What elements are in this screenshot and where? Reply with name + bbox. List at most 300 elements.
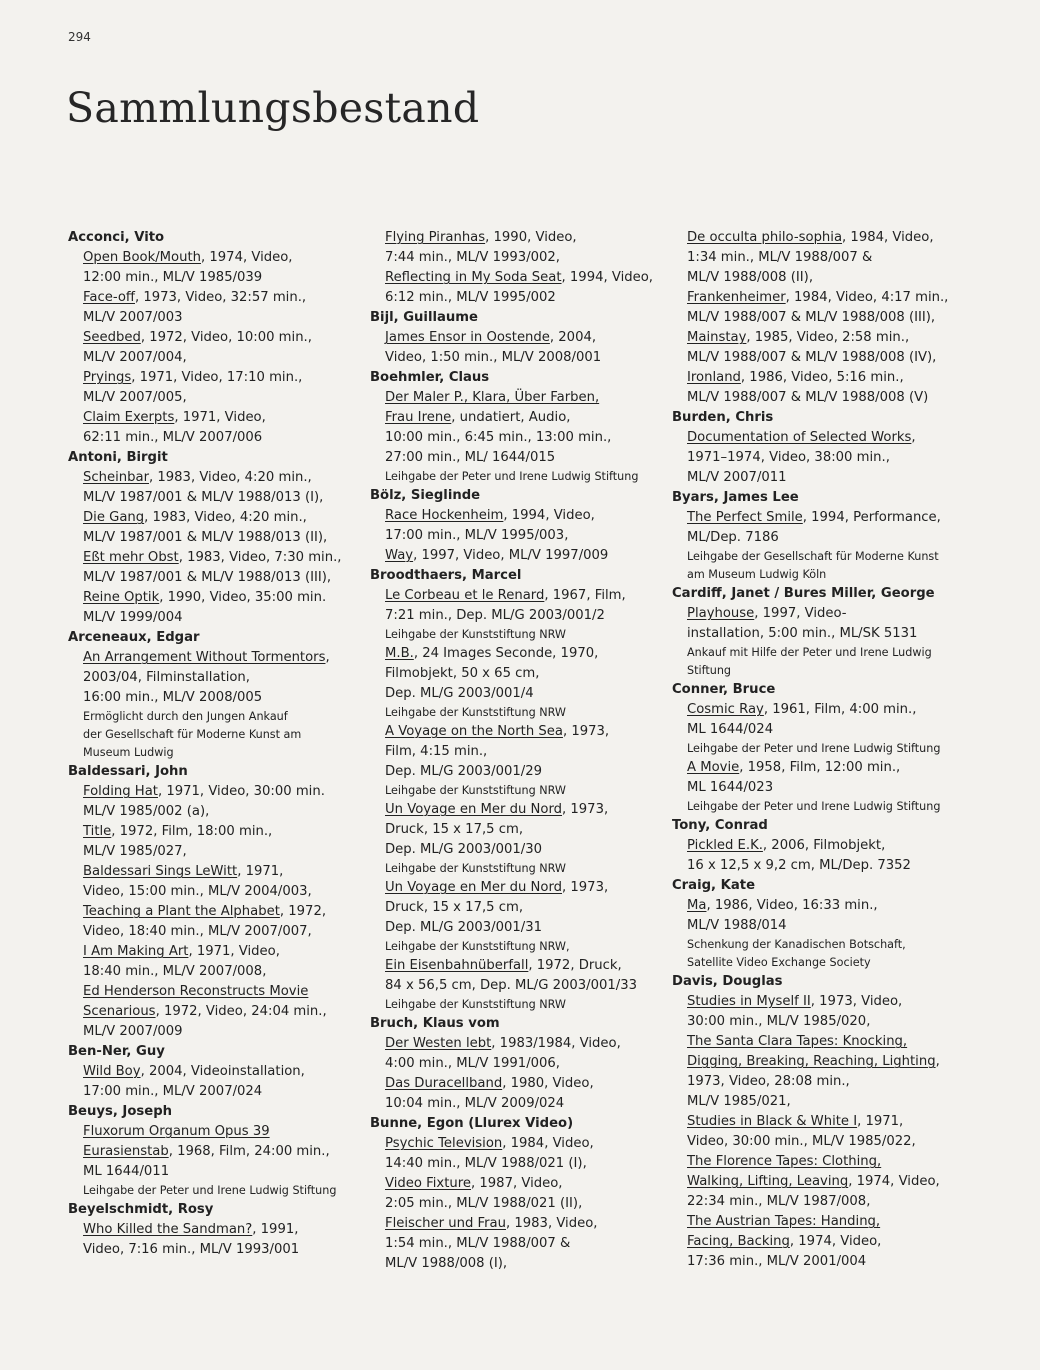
work-entry: [68, 348, 358, 368]
work-title: Le Corbeau et le Renard: [385, 588, 545, 603]
work-title: Playhouse: [687, 606, 755, 621]
work-details: , 1987, Video,: [471, 1176, 563, 1191]
work-title: Reflecting in My Soda Seat: [385, 270, 562, 285]
work-details: , 1980, Video,: [502, 1076, 594, 1091]
work-details: 16 x 12,5 x 9,2 cm, ML/Dep. 7352: [687, 858, 911, 873]
work-title: Un Voyage en Mer du Nord: [385, 880, 563, 895]
work-entry: [370, 742, 665, 762]
work-entry: [68, 802, 358, 822]
work-entry: [672, 1132, 972, 1152]
work-entry: [68, 288, 358, 308]
work-details: 14:40 min., ML/V 1988/021 (I),: [385, 1156, 587, 1171]
work-entry: [68, 1082, 358, 1102]
work-title: Eurasienstab: [83, 1144, 169, 1159]
work-details: , 1958, Film, 12:00 min.,: [739, 760, 901, 775]
work-details: ML/V 1985/021,: [687, 1094, 791, 1109]
work-entry: [672, 1192, 972, 1212]
work-details: , 1983/1984, Video,: [491, 1036, 621, 1051]
work-title: Wild Boy: [83, 1064, 141, 1079]
page-title: Sammlungsbestand: [66, 84, 480, 132]
work-entry: [370, 664, 665, 684]
work-entry: [370, 840, 665, 860]
work-entry: [370, 526, 665, 546]
artist-name: Bijl, Guillaume: [370, 310, 478, 325]
work-entry: [370, 762, 665, 782]
work-details: , 1984, Video,: [842, 230, 934, 245]
work-title: Das Duracellband: [385, 1076, 503, 1091]
work-details: , 1983, Video, 4:20 min.,: [144, 510, 307, 525]
work-details: 2003/04, Filminstallation,: [83, 670, 250, 685]
work-title: Way: [385, 548, 414, 563]
work-details: , 1971, Video, 30:00 min.: [157, 784, 325, 799]
work-details: installation, 5:00 min., ML/SK 5131: [687, 626, 918, 641]
work-entry: [68, 548, 358, 568]
work-entry: [370, 248, 665, 268]
work-details: ML/V 1985/027,: [83, 844, 187, 859]
work-details: 10:00 min., 6:45 min., 13:00 min.,: [385, 430, 612, 445]
provenance-note: Leihgabe der Peter und Irene Ludwig Stiftung: [687, 742, 941, 755]
provenance-note: Leihgabe der Kunststiftung NRW: [385, 706, 566, 719]
work-title: A Voyage on the North Sea: [385, 724, 563, 739]
work-details: ML/V 1988/014: [687, 918, 787, 933]
work-details: ML/V 2007/011: [687, 470, 787, 485]
work-details: Filmobjekt, 50 x 65 cm,: [385, 666, 540, 681]
work-title: Studies in Black & White I: [687, 1114, 858, 1129]
work-entry: [672, 856, 972, 876]
work-title: Pryings: [83, 370, 132, 385]
work-entry: [672, 916, 972, 936]
work-entry: [68, 1122, 358, 1142]
work-entry: [672, 508, 972, 528]
work-entry: [370, 1154, 665, 1174]
artist-name: Bölz, Sieglinde: [370, 488, 481, 503]
work-entry: [672, 288, 972, 308]
work-title: Video Fixture: [385, 1176, 472, 1191]
work-details: , 1974, Video,: [201, 250, 293, 265]
work-details: , 1997, Video-: [754, 606, 847, 621]
provenance-note: Leihgabe der Peter und Irene Ludwig Stiftung: [83, 1184, 337, 1197]
work-entry: [672, 1032, 972, 1052]
work-details: , 1972,: [279, 904, 327, 919]
work-title: Teaching a Plant the Alphabet: [83, 904, 280, 919]
work-details: 2:05 min., ML/V 1988/021 (II),: [385, 1196, 583, 1211]
work-details: , 1973, Video,: [810, 994, 903, 1009]
work-entry: [672, 1072, 972, 1092]
work-entry: [68, 922, 358, 942]
work-entry: [68, 962, 358, 982]
provenance-note: Schenkung der Kanadischen Botschaft,: [687, 938, 906, 951]
work-details: ML 1644/024: [687, 722, 774, 737]
work-entry: [370, 956, 665, 976]
artist-name: Ben-Ner, Guy: [68, 1044, 165, 1059]
provenance-note: Leihgabe der Kunststiftung NRW,: [385, 940, 570, 953]
artist-name: Acconci, Vito: [68, 230, 165, 245]
work-details: , 1973,: [562, 724, 610, 739]
work-entry: [672, 448, 972, 468]
work-entry: [672, 778, 972, 798]
work-entry: [68, 982, 358, 1002]
work-title: Flying Piranhas: [385, 230, 486, 245]
work-entry: [370, 1174, 665, 1194]
work-entry: [672, 348, 972, 368]
work-details: , 1971,: [237, 864, 284, 879]
work-details: 18:40 min., ML/V 2007/008,: [83, 964, 267, 979]
work-title: Facing, Backing: [687, 1234, 790, 1249]
work-details: ML 1644/011: [83, 1164, 170, 1179]
work-details: , 1983, Video, 7:30 min.,: [178, 550, 342, 565]
provenance-note: Leihgabe der Peter und Irene Ludwig Stiftung: [385, 470, 639, 483]
work-details: ML/V 1988/007 & ML/V 1988/008 (V): [687, 390, 929, 405]
work-entry: [672, 720, 972, 740]
work-entry: [68, 782, 358, 802]
work-details: Dep. ML/G 2003/001/29: [385, 764, 543, 779]
work-entry: [68, 248, 358, 268]
work-entry: [68, 1002, 358, 1022]
work-details: ML/Dep. 7186: [687, 530, 779, 545]
work-entry: [672, 228, 972, 248]
work-entry: [672, 248, 972, 268]
artist-name: Broodthaers, Marcel: [370, 568, 522, 583]
artist-name: Bruch, Klaus vom: [370, 1016, 500, 1031]
artist-name: Beuys, Joseph: [68, 1104, 173, 1119]
provenance-note: Leihgabe der Kunststiftung NRW: [385, 628, 566, 641]
work-details: Video, 1:50 min., ML/V 2008/001: [385, 350, 602, 365]
work-title: Un Voyage en Mer du Nord: [385, 802, 563, 817]
work-entry: [68, 568, 358, 588]
work-details: Video, 15:00 min., ML/V 2004/003,: [83, 884, 312, 899]
work-entry: [370, 1194, 665, 1214]
work-entry: [370, 1254, 665, 1274]
work-details: , 1991,: [252, 1222, 299, 1237]
work-title: Walking, Lifting, Leaving: [687, 1174, 849, 1189]
work-entry: [68, 1062, 358, 1082]
work-title: Psychic Television: [385, 1136, 503, 1151]
work-entry: [672, 992, 972, 1012]
work-title: Title: [83, 824, 112, 839]
work-details: ML/V 1988/008 (II),: [687, 270, 814, 285]
work-entry: [672, 1152, 972, 1172]
work-details: ML/V 1987/001 & ML/V 1988/013 (I),: [83, 490, 324, 505]
column-3: [672, 228, 972, 1272]
work-title: Seedbed: [83, 330, 141, 345]
work-entry: [672, 1052, 972, 1072]
work-details: , 1971, Video,: [174, 410, 266, 425]
work-details: 62:11 min., ML/V 2007/006: [83, 430, 263, 445]
work-title: Cosmic Ray: [687, 702, 764, 717]
work-entry: [68, 1240, 358, 1260]
work-entry: [370, 586, 665, 606]
work-entry: [672, 368, 972, 388]
work-entry: [68, 588, 358, 608]
work-entry: [68, 428, 358, 448]
work-entry: [672, 468, 972, 488]
provenance-note: Leihgabe der Kunststiftung NRW: [385, 862, 566, 875]
work-entry: [672, 308, 972, 328]
work-details: Dep. ML/G 2003/001/4: [385, 686, 534, 701]
page-number: 294: [68, 30, 91, 44]
work-details: ,: [911, 430, 916, 445]
work-entry: [370, 644, 665, 664]
work-entry: [370, 228, 665, 248]
work-title: The Florence Tapes: Clothing,: [687, 1154, 882, 1169]
work-details: , 1974, Video,: [848, 1174, 940, 1189]
work-entry: [68, 408, 358, 428]
work-title: Digging, Breaking, Reaching, Lighting: [687, 1054, 936, 1069]
work-details: ML/V 2007/004,: [83, 350, 187, 365]
work-entry: [370, 684, 665, 704]
work-entry: [672, 758, 972, 778]
work-details: , undatiert, Audio,: [451, 410, 571, 425]
work-entry: [68, 942, 358, 962]
work-title: Mainstay: [687, 330, 747, 345]
work-details: , 1984, Video, 4:17 min.,: [785, 290, 949, 305]
work-details: , 1986, Video, 5:16 min.,: [740, 370, 904, 385]
work-entry: [370, 546, 665, 566]
work-details: 7:21 min., Dep. ML/G 2003/001/2: [385, 608, 605, 623]
work-entry: [370, 1214, 665, 1234]
work-entry: [370, 1054, 665, 1074]
work-entry: [370, 448, 665, 468]
work-details: , 1983, Video, 4:20 min.,: [149, 470, 312, 485]
work-details: , 1973,: [562, 880, 609, 895]
work-entry: [68, 648, 358, 668]
work-details: , 1972, Film, 18:00 min.,: [111, 824, 273, 839]
work-details: 17:36 min., ML/V 2001/004: [687, 1254, 867, 1269]
work-entry: [370, 820, 665, 840]
work-entry: [672, 268, 972, 288]
column-1: [68, 228, 358, 1260]
work-entry: [370, 1034, 665, 1054]
work-details: Film, 4:15 min.,: [385, 744, 488, 759]
work-title: Race Hockenheim: [385, 508, 504, 523]
work-title: Who Killed the Sandman?: [83, 1222, 253, 1237]
work-entry: [672, 1112, 972, 1132]
work-entry: [370, 898, 665, 918]
work-entry: [672, 836, 972, 856]
work-entry: [68, 308, 358, 328]
work-details: , 1972, Druck,: [528, 958, 622, 973]
work-details: 30:00 min., ML/V 1985/020,: [687, 1014, 871, 1029]
work-details: ML/V 1988/007 & ML/V 1988/008 (IV),: [687, 350, 937, 365]
artist-name: Arceneaux, Edgar: [68, 630, 200, 645]
work-title: M.B.: [385, 646, 414, 661]
work-details: ML 1644/023: [687, 780, 774, 795]
work-details: 1:54 min., ML/V 1988/007 &: [385, 1236, 571, 1251]
work-title: The Perfect Smile: [687, 510, 803, 525]
work-title: Eßt mehr Obst: [83, 550, 179, 565]
provenance-note: Museum Ludwig: [83, 746, 174, 759]
work-title: Claim Exerpts: [83, 410, 175, 425]
work-details: , 2006, Filmobjekt,: [762, 838, 886, 853]
work-entry: [672, 1012, 972, 1032]
artist-name: Cardiff, Janet / Bures Miller, George: [672, 586, 935, 601]
work-entry: [370, 408, 665, 428]
work-details: , 1984, Video,: [502, 1136, 594, 1151]
provenance-note: Ermöglicht durch den Jungen Ankauf: [83, 710, 288, 723]
work-title: Documentation of Selected Works: [687, 430, 912, 445]
work-title: Ed Henderson Reconstructs Movie: [83, 984, 309, 999]
work-entry: [672, 1092, 972, 1112]
work-title: Ein Eisenbahnüberfall: [385, 958, 529, 973]
provenance-note: am Museum Ludwig Köln: [687, 568, 827, 581]
work-details: ML/V 2007/003: [83, 310, 183, 325]
work-details: , 1985, Video, 2:58 min.,: [746, 330, 910, 345]
work-entry: [68, 608, 358, 628]
artist-name: Tony, Conrad: [672, 818, 768, 833]
work-entry: [68, 368, 358, 388]
provenance-note: Leihgabe der Kunststiftung NRW: [385, 998, 566, 1011]
work-details: , 1994, Video,: [503, 508, 595, 523]
artist-name: Baldessari, John: [68, 764, 188, 779]
work-title: Scheinbar: [83, 470, 149, 485]
work-details: ML/V 1987/001 & ML/V 1988/013 (III),: [83, 570, 332, 585]
work-title: De occulta philo-sophia: [687, 230, 843, 245]
work-details: , 1968, Film, 24:00 min.,: [168, 1144, 330, 1159]
work-entry: [68, 1162, 358, 1182]
work-details: 4:00 min., ML/V 1991/006,: [385, 1056, 560, 1071]
work-title: Der Maler P., Klara, Über Farben,: [385, 390, 600, 405]
work-details: , 1994, Performance,: [802, 510, 941, 525]
work-details: , 1971,: [857, 1114, 904, 1129]
work-details: 1:34 min., ML/V 1988/007 &: [687, 250, 873, 265]
work-details: ML/V 1987/001 & ML/V 1988/013 (II),: [83, 530, 328, 545]
work-entry: [68, 488, 358, 508]
work-details: ML/V 2007/009: [83, 1024, 183, 1039]
work-details: , 1983, Video,: [506, 1216, 598, 1231]
work-details: , 1997, Video, ML/V 1997/009: [413, 548, 609, 563]
work-entry: [68, 822, 358, 842]
work-entry: [68, 688, 358, 708]
work-entry: [672, 328, 972, 348]
work-entry: [370, 1074, 665, 1094]
work-entry: [68, 468, 358, 488]
artist-name: Beyelschmidt, Rosy: [68, 1202, 214, 1217]
work-details: 84 x 56,5 cm, Dep. ML/G 2003/001/33: [385, 978, 638, 993]
work-entry: [68, 1220, 358, 1240]
work-entry: [672, 1212, 972, 1232]
work-entry: [68, 388, 358, 408]
work-title: Folding Hat: [83, 784, 158, 799]
work-details: , 1972, Video, 24:04 min.,: [155, 1004, 327, 1019]
provenance-note: Ankauf mit Hilfe der Peter und Irene Ludwig: [687, 646, 932, 659]
work-entry: [370, 388, 665, 408]
artist-name: Burden, Chris: [672, 410, 774, 425]
work-entry: [68, 882, 358, 902]
work-entry: [672, 1252, 972, 1272]
work-details: Video, 18:40 min., ML/V 2007/007,: [83, 924, 312, 939]
work-entry: [370, 268, 665, 288]
artist-name: Conner, Bruce: [672, 682, 776, 697]
work-entry: [370, 1094, 665, 1114]
work-title: James Ensor in Oostende: [385, 330, 550, 345]
work-details: ML/V 1999/004: [83, 610, 183, 625]
work-title: Fluxorum Organum Opus 39: [83, 1124, 270, 1139]
work-title: Ma: [687, 898, 707, 913]
artist-name: Bunne, Egon (Llurex Video): [370, 1116, 574, 1131]
provenance-note: Leihgabe der Kunststiftung NRW: [385, 784, 566, 797]
work-details: , 2004,: [549, 330, 597, 345]
work-entry: [68, 268, 358, 288]
work-details: , 1986, Video, 16:33 min.,: [706, 898, 878, 913]
work-entry: [370, 606, 665, 626]
work-details: , 1971, Video,: [188, 944, 280, 959]
work-details: , 2004, Videoinstallation,: [140, 1064, 305, 1079]
work-entry: [370, 800, 665, 820]
provenance-note: Leihgabe der Peter und Irene Ludwig Stiftung: [687, 800, 941, 813]
provenance-note: Leihgabe der Gesellschaft für Moderne Kunst: [687, 550, 939, 563]
work-title: Baldessari Sings LeWitt: [83, 864, 238, 879]
work-details: 7:44 min., ML/V 1993/002,: [385, 250, 560, 265]
work-details: , 1974, Video,: [789, 1234, 882, 1249]
work-entry: [672, 1172, 972, 1192]
work-entry: [68, 528, 358, 548]
work-details: , 1990, Video, 35:00 min.: [159, 590, 327, 605]
work-details: 1973, Video, 28:08 min.,: [687, 1074, 850, 1089]
work-title: Open Book/Mouth: [83, 250, 202, 265]
work-details: Druck, 15 x 17,5 cm,: [385, 900, 524, 915]
work-entry: [370, 1134, 665, 1154]
work-entry: [672, 528, 972, 548]
work-title: A Movie: [687, 760, 740, 775]
work-title: Die Gang: [83, 510, 145, 525]
work-details: , 1961, Film, 4:00 min.,: [763, 702, 917, 717]
work-title: The Austrian Tapes: Handing,: [687, 1214, 881, 1229]
provenance-note: Satellite Video Exchange Society: [687, 956, 871, 969]
work-entry: [672, 700, 972, 720]
work-details: Druck, 15 x 17,5 cm,: [385, 822, 524, 837]
work-details: 17:00 min., ML/V 1995/003,: [385, 528, 569, 543]
work-entry: [672, 896, 972, 916]
work-title: Ironland: [687, 370, 741, 385]
work-details: ML/V 2007/005,: [83, 390, 187, 405]
work-entry: [370, 722, 665, 742]
work-details: , 1990, Video,: [485, 230, 577, 245]
work-details: Dep. ML/G 2003/001/30: [385, 842, 543, 857]
work-details: Video, 30:00 min., ML/V 1985/022,: [687, 1134, 916, 1149]
work-entry: [672, 624, 972, 644]
work-entry: [370, 1234, 665, 1254]
work-details: 6:12 min., ML/V 1995/002: [385, 290, 556, 305]
work-entry: [370, 506, 665, 526]
work-details: 22:34 min., ML/V 1987/008,: [687, 1194, 871, 1209]
work-details: , 1973, Video, 32:57 min.,: [134, 290, 307, 305]
work-details: , 1972, Video, 10:00 min.,: [140, 330, 312, 345]
artist-name: Antoni, Birgit: [68, 450, 168, 465]
work-title: Studies in Myself II: [687, 994, 811, 1009]
work-title: An Arrangement Without Tormentors: [83, 650, 326, 665]
work-title: Reine Optik: [83, 590, 160, 605]
work-details: , 24 Images Seconde, 1970,: [413, 646, 599, 661]
work-entry: [370, 878, 665, 898]
work-entry: [370, 428, 665, 448]
work-entry: [68, 842, 358, 862]
work-details: 1971–1974, Video, 38:00 min.,: [687, 450, 890, 465]
work-details: , 1973,: [562, 802, 609, 817]
work-entry: [68, 1142, 358, 1162]
work-details: ML/V 1988/007 & ML/V 1988/008 (III),: [687, 310, 936, 325]
work-details: , 1967, Film,: [544, 588, 626, 603]
provenance-note: der Gesellschaft für Moderne Kunst am: [83, 728, 302, 741]
work-details: 27:00 min., ML/ 1644/015: [385, 450, 556, 465]
work-details: ,: [935, 1054, 940, 1069]
work-entry: [370, 328, 665, 348]
work-details: Dep. ML/G 2003/001/31: [385, 920, 543, 935]
work-details: 10:04 min., ML/V 2009/024: [385, 1096, 565, 1111]
artist-name: Craig, Kate: [672, 878, 756, 893]
work-title: Pickled E.K.: [687, 838, 763, 853]
work-details: Video, 7:16 min., ML/V 1993/001: [83, 1242, 300, 1257]
work-title: Fleischer und Frau: [385, 1216, 506, 1231]
